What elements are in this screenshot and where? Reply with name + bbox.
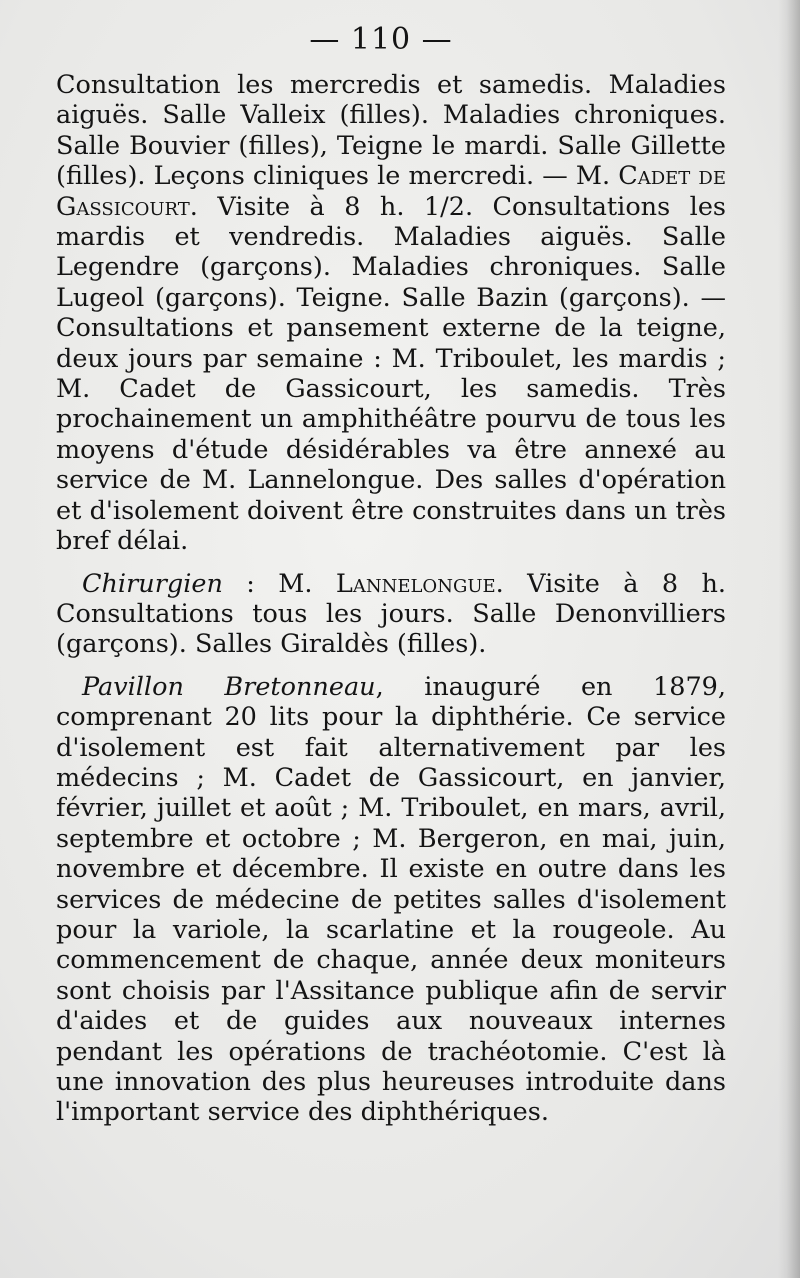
paragraph-consultations-text-2: . Visite à 8 h. 1/2. Consultations les mardis et vendredis. Maladies aiguës. Salle Legendre (garçons). Maladies chroniques. Salle Lugeol (garçons). Teigne. Salle Bazin (garçons). — Consultations et pansement externe de la teigne, deux jours par semaine : M. Triboulet, les mardis ; M. Cadet de Gassicourt, les samedis. Très prochainement un amphithéâtre pourvu de tous les moyens d'étude désidérables va être annexé au service de M. Lannelongue. Des salles d'opération et d'isolement doivent être construites dans un très bref délai. — [56, 191, 726, 557]
paragraph-chirurgien-text-1: : M. — [222, 568, 336, 599]
pavillon-bretonneau-label: Pavillon Bretonneau — [82, 671, 376, 702]
paragraph-pavillon-text: , inauguré en 1879, comprenant 20 lits pour la diphthérie. Ce service d'isolement est fait alternativement par les médecins ; M. Cadet de Gassicourt, en janvier, février, juillet et août ; M. Triboulet, en mars, avril, septembre et octobre ; M. Bergeron, en mai, juin, novembre et décembre. Il existe en outre dans les services de médecine de petites salles d'isolement pour la variole, la scarlatine et la rougeole. Au commencement de chaque, année deux moniteurs sont choisis par l'Assitance publique afin de servir d'aides et de guides aux nouveaux internes pendant les opérations de trachéotomie. C'est là une innovation des plus heureuses introduite dans l'important service des diphthériques. — [56, 671, 727, 1128]
surgeon-name-lannelongue: Lannelongue — [335, 568, 496, 599]
page-number: — 110 — — [309, 22, 453, 57]
page-edge-shadow — [778, 0, 800, 1278]
paragraph-consultations — [56, 70, 726, 557]
paragraph-chirurgien-text-2: . Visite à 8 h. Consultations tous les jours. Salle Denonvilliers (garçons). Salles Giraldès (filles). — [56, 568, 727, 660]
page-body — [56, 70, 726, 1128]
paragraph-chirurgien — [56, 569, 726, 660]
physician-name-cadet-de-gassicourt: Cadet de Gassicourt — [56, 161, 727, 222]
paragraph-pavillon-bretonneau — [56, 672, 726, 1128]
paragraph-consultations-text-1: Consultation les mercredis et samedis. Maladies aiguës. Salle Valleix (filles). Maladies chroniques. Salle Bouvier (filles), Teigne le mardi. Salle Gillette (filles). Leçons cliniques le mercredi. — M. — [56, 70, 726, 192]
chirurgien-label: Chirurgien — [82, 568, 223, 599]
